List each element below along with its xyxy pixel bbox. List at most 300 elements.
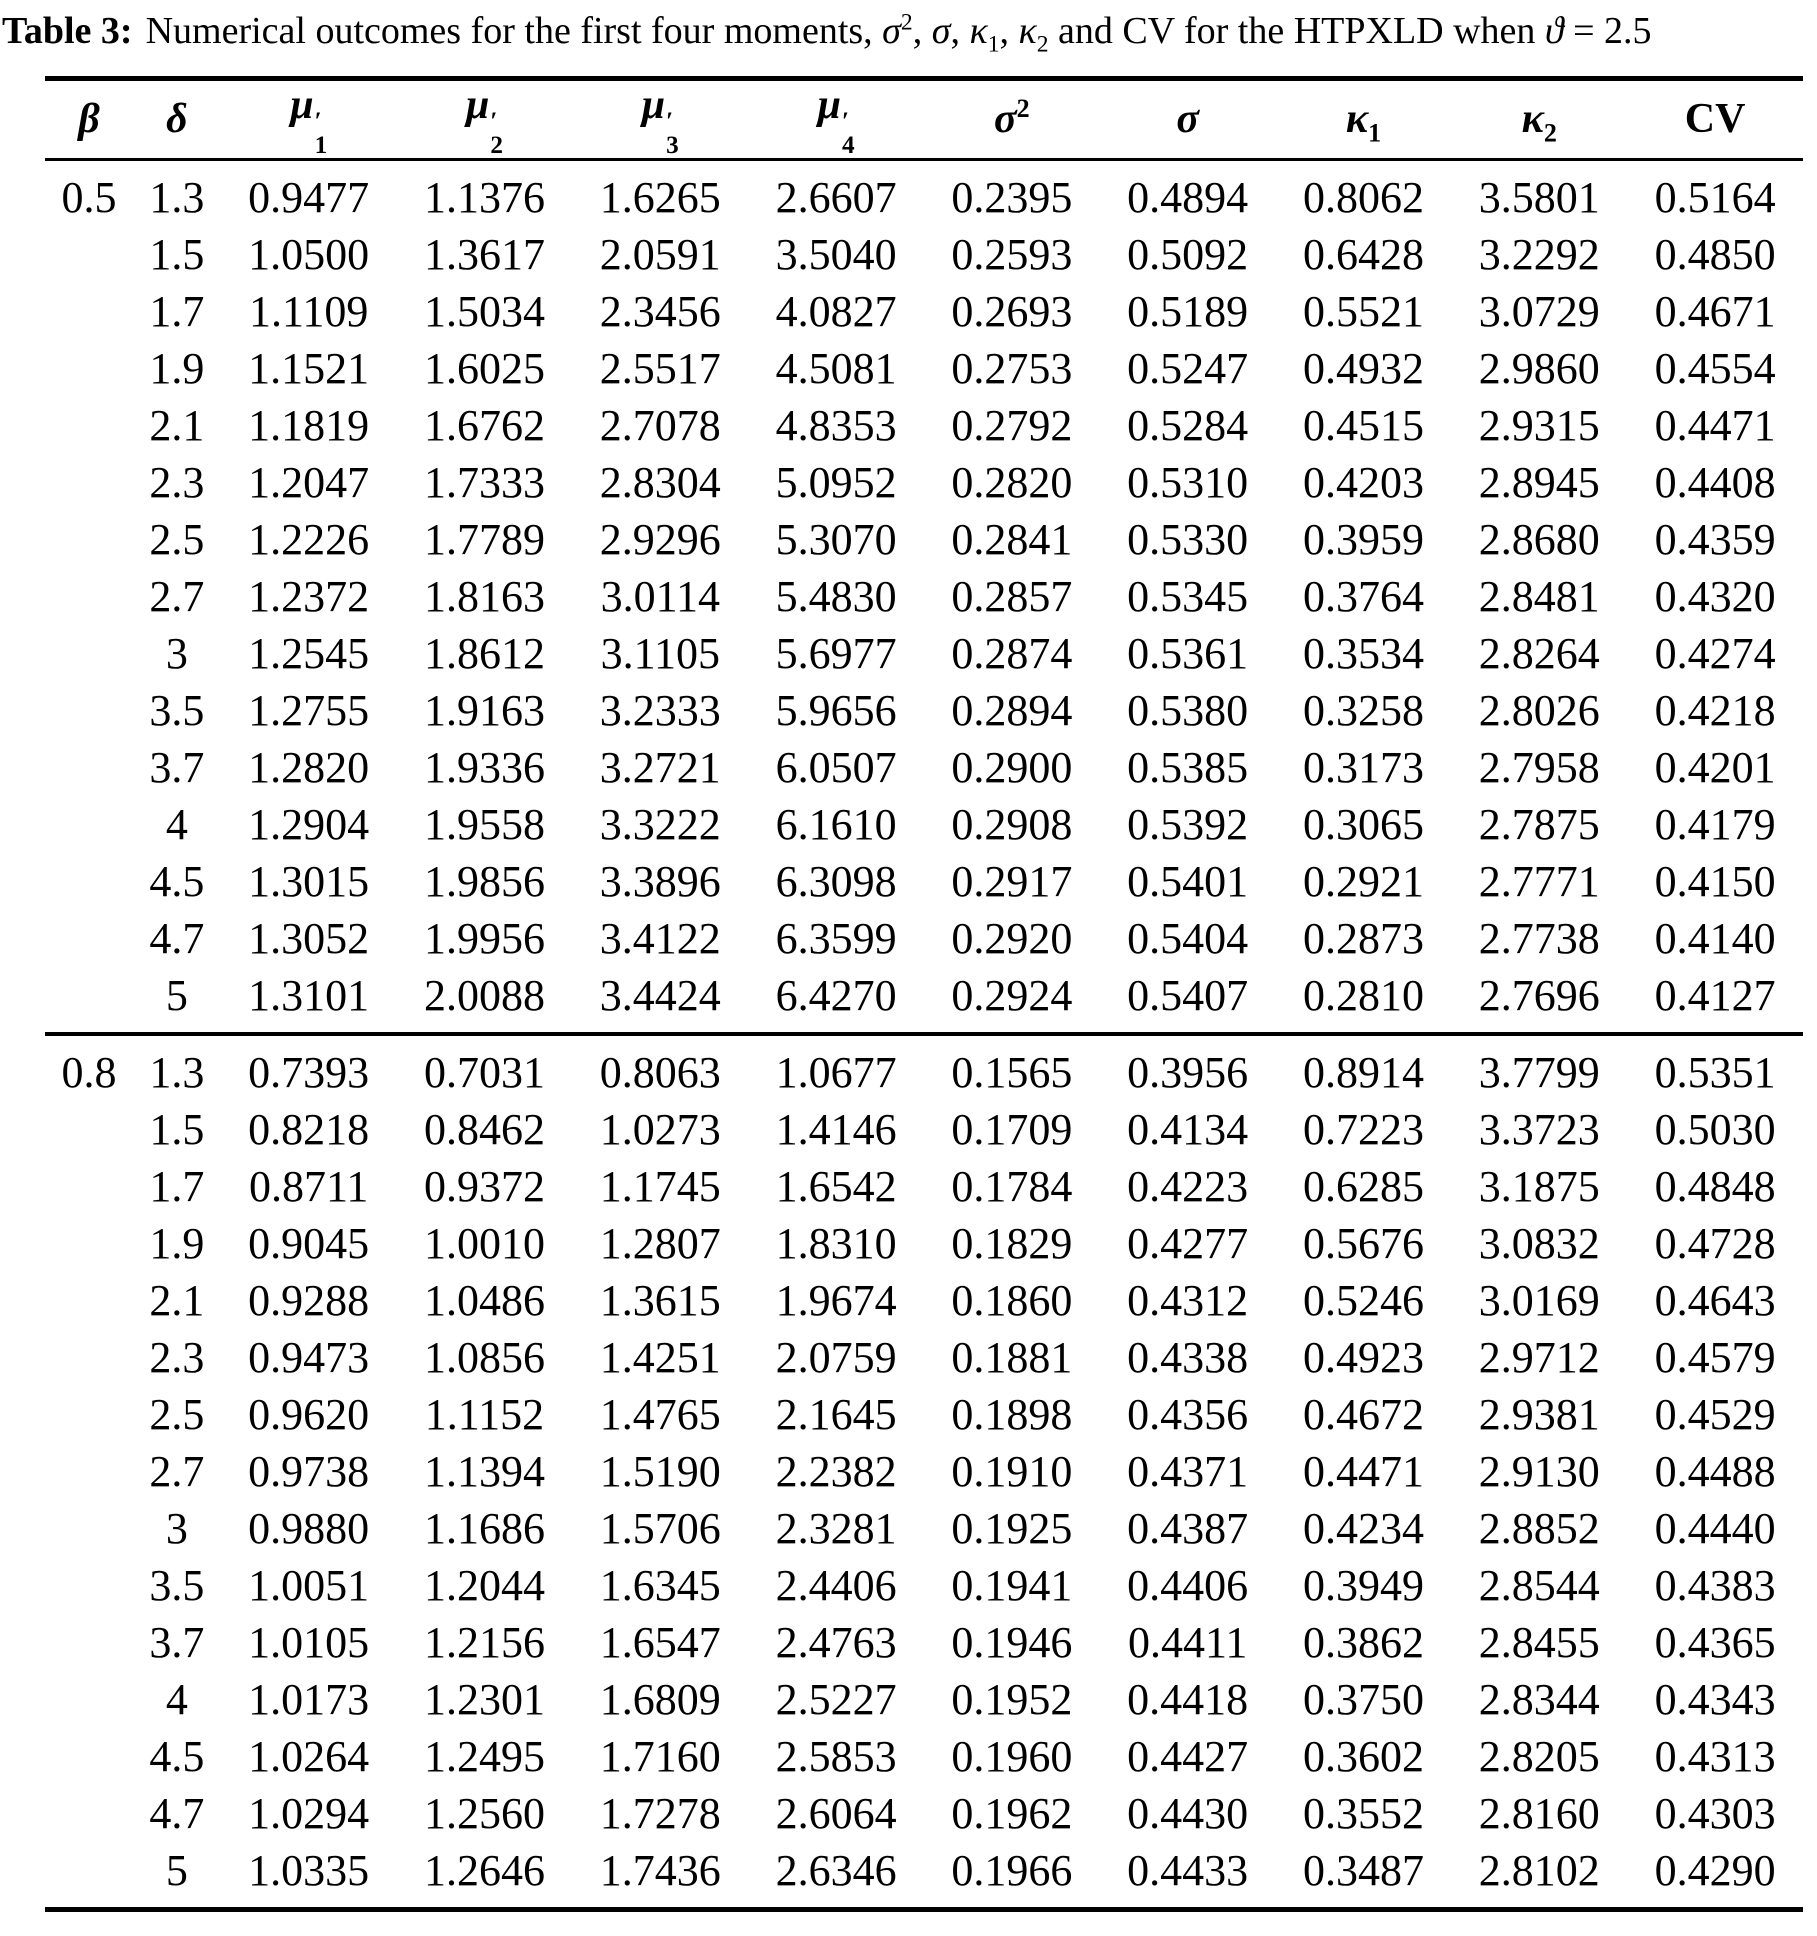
value-cell: 1.4146 bbox=[775, 1104, 897, 1154]
value-cell: 0.4313 bbox=[1654, 1731, 1776, 1781]
value-cell: 0.7031 bbox=[423, 1047, 545, 1097]
table-row bbox=[45, 1386, 1803, 1443]
value-cell: 4.8353 bbox=[775, 400, 897, 450]
value-cell: 0.3750 bbox=[1302, 1674, 1424, 1724]
value-cell: 0.3862 bbox=[1302, 1617, 1424, 1667]
value-cell: 0.4359 bbox=[1654, 514, 1776, 564]
value-cell: 1.2372 bbox=[248, 571, 370, 621]
value-cell: 2.8026 bbox=[1478, 685, 1600, 735]
value-cell: 3.2292 bbox=[1478, 229, 1600, 279]
beta-cell bbox=[45, 682, 133, 739]
table-row bbox=[45, 1329, 1803, 1386]
value-cell: 0.1960 bbox=[951, 1731, 1073, 1781]
value-cell: 0.4290 bbox=[1654, 1845, 1776, 1895]
value-cell: 0.4488 bbox=[1654, 1446, 1776, 1496]
beta-cell bbox=[45, 1101, 133, 1158]
value-cell: 0.8218 bbox=[248, 1104, 370, 1154]
value-cell: 1.2044 bbox=[423, 1560, 545, 1610]
delta-cell: 2.5 bbox=[149, 514, 205, 564]
value-cell: 0.4848 bbox=[1654, 1161, 1776, 1211]
table-row bbox=[45, 910, 1803, 967]
delta-cell: 4 bbox=[165, 799, 188, 849]
beta-cell bbox=[45, 397, 133, 454]
value-cell: 2.0591 bbox=[599, 229, 721, 279]
value-cell: 0.4343 bbox=[1654, 1674, 1776, 1724]
value-cell: 2.9130 bbox=[1478, 1446, 1600, 1496]
value-cell: 6.1610 bbox=[775, 799, 897, 849]
value-cell: 0.1709 bbox=[951, 1104, 1073, 1154]
value-cell: 0.2917 bbox=[951, 856, 1073, 906]
value-cell: 2.9860 bbox=[1478, 343, 1600, 393]
table-row bbox=[45, 853, 1803, 910]
value-cell: 0.4179 bbox=[1654, 799, 1776, 849]
value-cell: 1.2156 bbox=[423, 1617, 545, 1667]
table-row bbox=[45, 1671, 1803, 1728]
value-cell: 2.7078 bbox=[599, 400, 721, 450]
value-cell: 1.0856 bbox=[423, 1332, 545, 1382]
table-header bbox=[45, 78, 1803, 159]
value-cell: 1.8310 bbox=[775, 1218, 897, 1268]
value-cell: 0.4303 bbox=[1654, 1788, 1776, 1838]
value-cell: 0.2894 bbox=[951, 685, 1073, 735]
value-cell: 0.9738 bbox=[248, 1446, 370, 1496]
value-cell: 0.7223 bbox=[1302, 1104, 1424, 1154]
value-cell: 1.3617 bbox=[423, 229, 545, 279]
value-cell: 0.1952 bbox=[951, 1674, 1073, 1724]
value-cell: 1.5706 bbox=[599, 1503, 721, 1553]
value-cell: 2.8264 bbox=[1478, 628, 1600, 678]
column-header: σ bbox=[1176, 96, 1199, 143]
value-cell: 2.8102 bbox=[1478, 1845, 1600, 1895]
value-cell: 0.3258 bbox=[1302, 685, 1424, 735]
value-cell: 2.5853 bbox=[775, 1731, 897, 1781]
value-cell: 0.5092 bbox=[1127, 229, 1249, 279]
value-cell: 1.9856 bbox=[423, 856, 545, 906]
column-header: $\kappa_1$ bbox=[1345, 96, 1382, 148]
value-cell: 0.1925 bbox=[951, 1503, 1073, 1553]
value-cell: 0.4471 bbox=[1302, 1446, 1424, 1496]
value-cell: 1.1521 bbox=[248, 343, 370, 393]
value-cell: 3.0832 bbox=[1478, 1218, 1600, 1268]
value-cell: 3.5801 bbox=[1478, 172, 1600, 222]
table-row bbox=[45, 1272, 1803, 1329]
value-cell: 1.0500 bbox=[248, 229, 370, 279]
value-cell: 0.5310 bbox=[1127, 457, 1249, 507]
value-cell: 0.2810 bbox=[1302, 970, 1424, 1020]
value-cell: 0.9045 bbox=[248, 1218, 370, 1268]
value-cell: 1.3052 bbox=[248, 913, 370, 963]
value-cell: 0.5164 bbox=[1654, 172, 1776, 222]
column-header: $\sigma^2$ bbox=[994, 94, 1030, 143]
value-cell: 2.3456 bbox=[599, 286, 721, 336]
delta-cell: 1.5 bbox=[149, 1104, 205, 1154]
value-cell: 1.6025 bbox=[423, 343, 545, 393]
value-cell: 1.2904 bbox=[248, 799, 370, 849]
value-cell: 1.2495 bbox=[423, 1731, 545, 1781]
value-cell: 1.7333 bbox=[423, 457, 545, 507]
value-cell: 0.4387 bbox=[1127, 1503, 1249, 1553]
value-cell: 2.8945 bbox=[1478, 457, 1600, 507]
value-cell: 0.9620 bbox=[248, 1389, 370, 1439]
value-cell: 0.8914 bbox=[1302, 1047, 1424, 1097]
value-cell: 3.1105 bbox=[600, 628, 720, 678]
value-cell: 2.8481 bbox=[1478, 571, 1600, 621]
value-cell: 0.4127 bbox=[1654, 970, 1776, 1020]
value-cell: 4.5081 bbox=[775, 343, 897, 393]
beta-block bbox=[45, 159, 1803, 1034]
value-cell: 0.5361 bbox=[1127, 628, 1249, 678]
value-cell: 0.4728 bbox=[1654, 1218, 1776, 1268]
table-row bbox=[45, 340, 1803, 397]
value-cell: 0.3949 bbox=[1302, 1560, 1424, 1610]
value-cell: 1.0294 bbox=[248, 1788, 370, 1838]
value-cell: 1.2755 bbox=[248, 685, 370, 735]
value-cell: 0.4408 bbox=[1654, 457, 1776, 507]
beta-cell bbox=[45, 853, 133, 910]
value-cell: 1.9674 bbox=[775, 1275, 897, 1325]
value-cell: 2.2382 bbox=[775, 1446, 897, 1496]
column-header: δ bbox=[166, 96, 188, 143]
value-cell: 3.4424 bbox=[599, 970, 721, 1020]
value-cell: 0.5380 bbox=[1127, 685, 1249, 735]
value-cell: 1.4765 bbox=[599, 1389, 721, 1439]
value-cell: 1.9336 bbox=[423, 742, 545, 792]
value-cell: 2.5227 bbox=[775, 1674, 897, 1724]
delta-cell: 1.7 bbox=[149, 286, 205, 336]
table-row bbox=[45, 1614, 1803, 1671]
value-cell: 1.2560 bbox=[423, 1788, 545, 1838]
value-cell: 0.5401 bbox=[1127, 856, 1249, 906]
value-cell: 3.2721 bbox=[599, 742, 721, 792]
value-cell: 2.9296 bbox=[599, 514, 721, 564]
value-cell: 0.1966 bbox=[951, 1845, 1073, 1895]
delta-cell: 1.3 bbox=[149, 1047, 205, 1097]
value-cell: 0.4406 bbox=[1127, 1560, 1249, 1610]
value-cell: 0.4440 bbox=[1654, 1503, 1776, 1553]
value-cell: 1.2646 bbox=[423, 1845, 545, 1895]
value-cell: 0.2753 bbox=[951, 343, 1073, 393]
value-cell: 3.3222 bbox=[599, 799, 721, 849]
value-cell: 0.2921 bbox=[1302, 856, 1424, 906]
table-row bbox=[45, 1842, 1803, 1910]
beta-cell bbox=[45, 796, 133, 853]
value-cell: 4.0827 bbox=[775, 286, 897, 336]
column-header: μ ′ 4 bbox=[817, 81, 855, 159]
value-cell: 0.5351 bbox=[1654, 1047, 1776, 1097]
value-cell: 1.9956 bbox=[423, 913, 545, 963]
value-cell: 0.4134 bbox=[1127, 1104, 1249, 1154]
table-row bbox=[45, 1101, 1803, 1158]
value-cell: 3.7799 bbox=[1478, 1047, 1600, 1097]
value-cell: 0.4894 bbox=[1127, 172, 1249, 222]
value-cell: 1.8163 bbox=[423, 571, 545, 621]
beta-cell: 0.8 bbox=[61, 1047, 117, 1097]
value-cell: 0.5284 bbox=[1127, 400, 1249, 450]
value-cell: 0.4554 bbox=[1654, 343, 1776, 393]
value-cell: 0.5521 bbox=[1302, 286, 1424, 336]
table-row bbox=[45, 967, 1803, 1034]
value-cell: 1.1745 bbox=[599, 1161, 721, 1211]
value-cell: 1.6547 bbox=[599, 1617, 721, 1667]
value-cell: 1.0264 bbox=[248, 1731, 370, 1781]
value-cell: 1.2301 bbox=[423, 1674, 545, 1724]
value-cell: 0.4671 bbox=[1654, 286, 1776, 336]
delta-cell: 3.5 bbox=[149, 1560, 205, 1610]
value-cell: 0.2693 bbox=[951, 286, 1073, 336]
value-cell: 0.4433 bbox=[1127, 1845, 1249, 1895]
value-cell: 2.9712 bbox=[1478, 1332, 1600, 1382]
value-cell: 0.3764 bbox=[1302, 571, 1424, 621]
value-cell: 0.5676 bbox=[1302, 1218, 1424, 1268]
value-cell: 1.0273 bbox=[599, 1104, 721, 1154]
value-cell: 0.5030 bbox=[1654, 1104, 1776, 1154]
value-cell: 0.3959 bbox=[1302, 514, 1424, 564]
value-cell: 2.4763 bbox=[775, 1617, 897, 1667]
value-cell: 5.4830 bbox=[775, 571, 897, 621]
value-cell: 0.4932 bbox=[1302, 343, 1424, 393]
value-cell: 0.3487 bbox=[1302, 1845, 1424, 1895]
column-header: μ ′ 2 bbox=[466, 81, 503, 159]
table-row bbox=[45, 159, 1803, 226]
beta-cell bbox=[45, 1158, 133, 1215]
delta-cell: 2.5 bbox=[149, 1389, 205, 1439]
value-cell: 1.6345 bbox=[599, 1560, 721, 1610]
value-cell: 2.6346 bbox=[775, 1845, 897, 1895]
value-cell: 1.7160 bbox=[599, 1731, 721, 1781]
beta-cell bbox=[45, 1728, 133, 1785]
value-cell: 2.8160 bbox=[1478, 1788, 1600, 1838]
value-cell: 1.1819 bbox=[248, 400, 370, 450]
delta-cell: 2.7 bbox=[149, 1446, 205, 1496]
value-cell: 1.0677 bbox=[775, 1047, 897, 1097]
table-row bbox=[45, 682, 1803, 739]
value-cell: 0.2908 bbox=[951, 799, 1073, 849]
value-cell: 0.5246 bbox=[1302, 1275, 1424, 1325]
value-cell: 0.9372 bbox=[423, 1161, 545, 1211]
table-row bbox=[45, 1500, 1803, 1557]
value-cell: 2.7875 bbox=[1478, 799, 1600, 849]
value-cell: 6.4270 bbox=[775, 970, 897, 1020]
beta-cell bbox=[45, 568, 133, 625]
beta-cell bbox=[45, 1386, 133, 1443]
value-cell: 0.6285 bbox=[1302, 1161, 1424, 1211]
value-cell: 0.2900 bbox=[951, 742, 1073, 792]
value-cell: 6.3098 bbox=[775, 856, 897, 906]
value-cell: 2.6607 bbox=[775, 172, 897, 222]
value-cell: 0.4923 bbox=[1302, 1332, 1424, 1382]
value-cell: 5.9656 bbox=[775, 685, 897, 735]
value-cell: 0.6428 bbox=[1302, 229, 1424, 279]
value-cell: 1.7789 bbox=[423, 514, 545, 564]
beta-cell bbox=[45, 1842, 133, 1910]
moments-table bbox=[45, 76, 1803, 1912]
table-row bbox=[45, 511, 1803, 568]
value-cell: 2.8544 bbox=[1478, 1560, 1600, 1610]
value-cell: 6.3599 bbox=[775, 913, 897, 963]
value-cell: 2.8680 bbox=[1478, 514, 1600, 564]
table-row bbox=[45, 397, 1803, 454]
value-cell: 1.1686 bbox=[423, 1503, 545, 1553]
value-cell: 0.3602 bbox=[1302, 1731, 1424, 1781]
value-cell: 1.1152 bbox=[424, 1389, 545, 1439]
value-cell: 3.0169 bbox=[1478, 1275, 1600, 1325]
beta-cell bbox=[45, 1557, 133, 1614]
value-cell: 2.8455 bbox=[1478, 1617, 1600, 1667]
value-cell: 1.6809 bbox=[599, 1674, 721, 1724]
value-cell: 1.0010 bbox=[423, 1218, 545, 1268]
value-cell: 0.5404 bbox=[1127, 913, 1249, 963]
value-cell: 1.1109 bbox=[248, 286, 369, 336]
value-cell: 0.1910 bbox=[951, 1446, 1073, 1496]
value-cell: 0.4320 bbox=[1654, 571, 1776, 621]
table-row bbox=[45, 739, 1803, 796]
delta-cell: 2.7 bbox=[149, 571, 205, 621]
value-cell: 0.2792 bbox=[951, 400, 1073, 450]
value-cell: 0.4218 bbox=[1654, 685, 1776, 735]
value-cell: 1.0051 bbox=[248, 1560, 370, 1610]
beta-cell bbox=[45, 1215, 133, 1272]
value-cell: 0.7393 bbox=[248, 1047, 370, 1097]
beta-cell bbox=[45, 1329, 133, 1386]
value-cell: 0.3065 bbox=[1302, 799, 1424, 849]
value-cell: 1.0335 bbox=[248, 1845, 370, 1895]
value-cell: 1.2807 bbox=[599, 1218, 721, 1268]
value-cell: 0.4371 bbox=[1127, 1446, 1249, 1496]
beta-cell bbox=[45, 1500, 133, 1557]
delta-cell: 4 bbox=[165, 1674, 188, 1724]
value-cell: 1.2226 bbox=[248, 514, 370, 564]
value-cell: 1.0105 bbox=[248, 1617, 370, 1667]
value-cell: 2.8852 bbox=[1478, 1503, 1600, 1553]
value-cell: 0.1898 bbox=[951, 1389, 1073, 1439]
value-cell: 0.4140 bbox=[1654, 913, 1776, 963]
value-cell: 2.0088 bbox=[423, 970, 545, 1020]
value-cell: 0.4274 bbox=[1654, 628, 1776, 678]
value-cell: 0.4383 bbox=[1654, 1560, 1776, 1610]
beta-cell bbox=[45, 1443, 133, 1500]
delta-cell: 3.7 bbox=[149, 742, 205, 792]
delta-cell: 3.5 bbox=[149, 685, 205, 735]
value-cell: 1.4251 bbox=[599, 1332, 721, 1382]
value-cell: 0.3534 bbox=[1302, 628, 1424, 678]
value-cell: 0.9473 bbox=[248, 1332, 370, 1382]
value-cell: 0.2395 bbox=[951, 172, 1073, 222]
value-cell: 0.8063 bbox=[599, 1047, 721, 1097]
value-cell: 0.4643 bbox=[1654, 1275, 1776, 1325]
value-cell: 0.5189 bbox=[1127, 286, 1249, 336]
table-row bbox=[45, 796, 1803, 853]
value-cell: 0.8711 bbox=[248, 1161, 369, 1211]
value-cell: 0.4411 bbox=[1127, 1617, 1248, 1667]
delta-cell: 3.7 bbox=[149, 1617, 205, 1667]
value-cell: 2.5517 bbox=[599, 343, 721, 393]
value-cell: 3.0729 bbox=[1478, 286, 1600, 336]
value-cell: 1.8612 bbox=[423, 628, 545, 678]
value-cell: 1.1376 bbox=[423, 172, 545, 222]
delta-cell: 4.5 bbox=[149, 1731, 205, 1781]
value-cell: 3.3723 bbox=[1478, 1104, 1600, 1154]
delta-cell: 1.7 bbox=[149, 1161, 205, 1211]
value-cell: 0.5407 bbox=[1127, 970, 1249, 1020]
value-cell: 1.6265 bbox=[599, 172, 721, 222]
value-cell: 2.7958 bbox=[1478, 742, 1600, 792]
value-cell: 2.4406 bbox=[775, 1560, 897, 1610]
value-cell: 0.2924 bbox=[951, 970, 1073, 1020]
value-cell: 1.0173 bbox=[248, 1674, 370, 1724]
delta-cell: 3 bbox=[165, 628, 188, 678]
value-cell: 2.7771 bbox=[1478, 856, 1600, 906]
beta-cell bbox=[45, 454, 133, 511]
beta-cell bbox=[45, 1785, 133, 1842]
delta-cell: 1.5 bbox=[149, 229, 205, 279]
value-cell: 1.2820 bbox=[248, 742, 370, 792]
value-cell: 2.1645 bbox=[775, 1389, 897, 1439]
table-row bbox=[45, 625, 1803, 682]
value-cell: 0.4223 bbox=[1127, 1161, 1249, 1211]
table-row bbox=[45, 454, 1803, 511]
value-cell: 0.4529 bbox=[1654, 1389, 1776, 1439]
value-cell: 5.3070 bbox=[775, 514, 897, 564]
value-cell: 5.0952 bbox=[775, 457, 897, 507]
table-row bbox=[45, 283, 1803, 340]
value-cell: 2.9381 bbox=[1478, 1389, 1600, 1439]
value-cell: 1.2047 bbox=[248, 457, 370, 507]
header-row bbox=[45, 78, 1803, 159]
delta-cell: 1.3 bbox=[149, 172, 205, 222]
value-cell: 1.2545 bbox=[248, 628, 370, 678]
beta-cell bbox=[45, 1614, 133, 1671]
beta-cell bbox=[45, 511, 133, 568]
delta-cell: 1.9 bbox=[149, 1218, 205, 1268]
delta-cell: 2.1 bbox=[149, 400, 205, 450]
value-cell: 0.5330 bbox=[1127, 514, 1249, 564]
table-row bbox=[45, 1215, 1803, 1272]
table-row bbox=[45, 1443, 1803, 1500]
delta-cell: 1.9 bbox=[149, 343, 205, 393]
beta-cell bbox=[45, 1272, 133, 1329]
value-cell: 0.4234 bbox=[1302, 1503, 1424, 1553]
delta-cell: 2.3 bbox=[149, 457, 205, 507]
value-cell: 0.9477 bbox=[248, 172, 370, 222]
value-cell: 0.4312 bbox=[1127, 1275, 1249, 1325]
value-cell: 1.6542 bbox=[775, 1161, 897, 1211]
value-cell: 0.4201 bbox=[1654, 742, 1776, 792]
value-cell: 1.7278 bbox=[599, 1788, 721, 1838]
value-cell: 0.4418 bbox=[1127, 1674, 1249, 1724]
beta-cell: 0.5 bbox=[61, 172, 117, 222]
value-cell: 0.5385 bbox=[1127, 742, 1249, 792]
table-row bbox=[45, 568, 1803, 625]
value-cell: 0.4515 bbox=[1302, 400, 1424, 450]
table-row bbox=[45, 1728, 1803, 1785]
value-cell: 2.8304 bbox=[599, 457, 721, 507]
value-cell: 0.1565 bbox=[951, 1047, 1073, 1097]
value-cell: 1.3101 bbox=[248, 970, 370, 1020]
beta-cell bbox=[45, 283, 133, 340]
delta-cell: 2.3 bbox=[149, 1332, 205, 1382]
value-cell: 3.1875 bbox=[1478, 1161, 1600, 1211]
delta-cell: 4.7 bbox=[149, 913, 205, 963]
value-cell: 0.1962 bbox=[951, 1788, 1073, 1838]
beta-cell bbox=[45, 967, 133, 1034]
value-cell: 0.2841 bbox=[951, 514, 1073, 564]
value-cell: 0.5247 bbox=[1127, 343, 1249, 393]
value-cell: 0.4850 bbox=[1654, 229, 1776, 279]
value-cell: 0.1946 bbox=[951, 1617, 1073, 1667]
value-cell: 0.4427 bbox=[1127, 1731, 1249, 1781]
value-cell: 0.2593 bbox=[951, 229, 1073, 279]
column-header: μ ′ 1 bbox=[290, 81, 328, 159]
